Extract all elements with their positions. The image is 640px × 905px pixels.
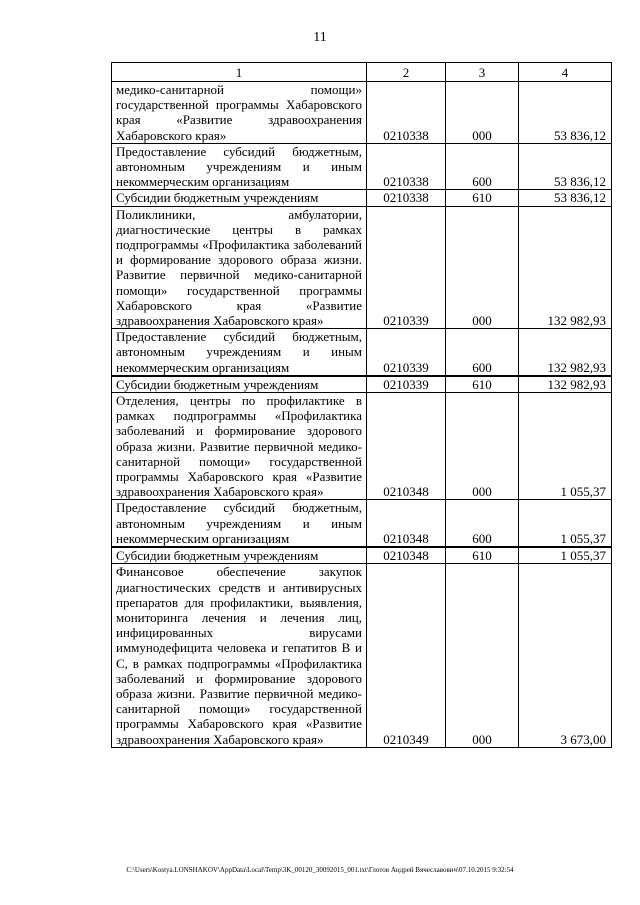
row-name: Предоставление субсидий бюджетным, автономным учреждениям и иным некоммерческим организациям (112, 329, 367, 376)
row-code: 0210338 (367, 82, 446, 144)
row-amount: 1 055,37 (519, 500, 612, 547)
row-vr: 000 (446, 393, 519, 500)
row-vr: 600 (446, 500, 519, 547)
row-name: Субсидии бюджетным учреждениям (112, 376, 367, 393)
row-code: 0210348 (367, 547, 446, 564)
row-name: Предоставление субсидий бюджетным, автономным учреждениям и иным некоммерческим организациям (112, 143, 367, 190)
row-code: 0210339 (367, 329, 446, 376)
row-code: 0210338 (367, 143, 446, 190)
row-amount: 1 055,37 (519, 393, 612, 500)
row-name: Отделения, центры по профилактике в рамках подпрограммы «Профилактика заболеваний и формирование здорового образа жизни. Развитие первичной медико-санитарной помощи» государственной программы Хабаровского края «Развитие здравоохранения Хабаровского края» (112, 393, 367, 500)
table-row (112, 190, 612, 206)
row-amount: 53 836,12 (519, 143, 612, 190)
row-amount: 3 673,00 (519, 564, 612, 747)
page-number: 11 (313, 30, 327, 45)
row-code: 0210348 (367, 393, 446, 500)
row-vr: 600 (446, 329, 519, 376)
row-code: 0210348 (367, 500, 446, 547)
row-vr: 000 (446, 206, 519, 329)
table-row (112, 547, 612, 564)
table-row (112, 143, 612, 190)
budget-table (111, 62, 612, 748)
row-amount: 132 982,93 (519, 376, 612, 393)
row-name: медико-санитарной помощи» государственной программы Хабаровского края «Развитие здравоохранения Хабаровского края» (112, 82, 367, 144)
row-name: Субсидии бюджетным учреждениям (112, 190, 367, 206)
table-row (112, 376, 612, 393)
row-name: Финансовое обеспечение закупок диагностических средств и антивирусных препаратов для профилактики, выявления, мониторинга лечения и лечения лиц, инфицированных вирусами иммунодефицита человека и гепатитов В и С, в рамках подпрограммы «Профилактика заболеваний и формирование здорового образа жизни. Развитие первичной медико-санитарной помощи» государственной программы Хабаровского края «Развитие здравоохранения Хабаровского края» (112, 564, 367, 747)
table-row (112, 206, 612, 329)
table-row (112, 329, 612, 376)
row-amount: 132 982,93 (519, 329, 612, 376)
row-amount: 1 055,37 (519, 547, 612, 564)
header-cell-code: 2 (367, 63, 446, 82)
header-cell-vr: 3 (446, 63, 519, 82)
row-code: 0210339 (367, 376, 446, 393)
row-name: Предоставление субсидий бюджетным, автономным учреждениям и иным некоммерческим организациям (112, 500, 367, 547)
row-code: 0210349 (367, 564, 446, 747)
row-vr: 600 (446, 143, 519, 190)
document-footer-path: C:\Users\Kostya.LONSHAKOV\AppData\Local\Temp\3K_00120_30092015_001.txt\Глотов Андрей Вячеславович\07.10.2015 9:32:54 (126, 866, 514, 874)
row-amount: 132 982,93 (519, 206, 612, 329)
row-vr: 610 (446, 547, 519, 564)
table-row (112, 564, 612, 747)
row-name: Поликлиники, амбулатории, диагностические центры в рамках подпрограммы «Профилактика заболеваний и формирование здорового образа жизни. Развитие первичной медико-санитарной помощи» государственной программы Хабаровского края «Развитие здравоохранения Хабаровского края» (112, 206, 367, 329)
row-vr: 610 (446, 190, 519, 206)
row-vr: 000 (446, 564, 519, 747)
row-vr: 610 (446, 376, 519, 393)
row-amount: 53 836,12 (519, 82, 612, 144)
table-row (112, 393, 612, 500)
row-amount: 53 836,12 (519, 190, 612, 206)
row-code: 0210339 (367, 206, 446, 329)
row-code: 0210338 (367, 190, 446, 206)
table-row (112, 82, 612, 144)
header-cell-name: 1 (112, 63, 367, 82)
table-row (112, 500, 612, 547)
table-header-row (112, 63, 612, 82)
row-vr: 000 (446, 82, 519, 144)
row-name: Субсидии бюджетным учреждениям (112, 547, 367, 564)
header-cell-amount: 4 (519, 63, 612, 82)
